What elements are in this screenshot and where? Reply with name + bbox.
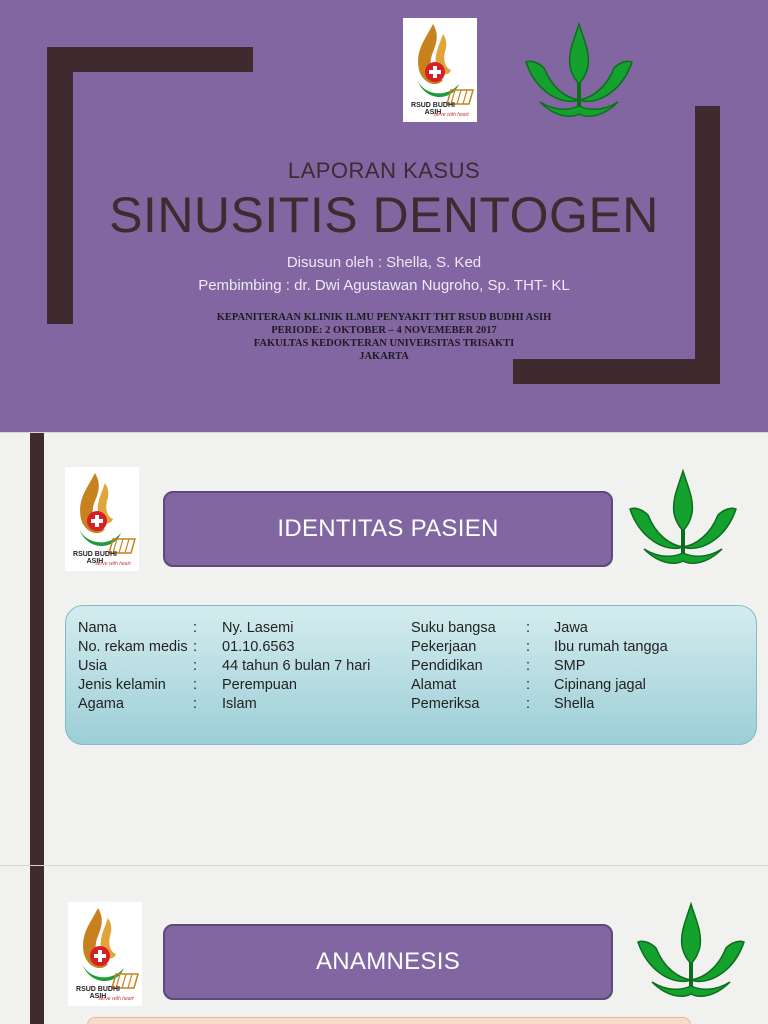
hospital-logo <box>403 18 477 122</box>
section-heading-box <box>163 491 613 567</box>
hospital-logo <box>65 467 139 571</box>
field-separator: : <box>193 658 198 674</box>
field-separator: : <box>526 677 531 693</box>
supervisor-line: Pembimbing : dr. Dwi Agustawan Nugroho, Sp. THT- KL <box>198 277 570 294</box>
field-separator: : <box>193 677 198 693</box>
left-accent-bar <box>30 433 44 865</box>
field-label: Alamat <box>411 677 457 693</box>
field-separator: : <box>526 696 531 712</box>
field-label: Agama <box>78 696 124 712</box>
field-label: No. rekam medis <box>78 639 188 655</box>
field-separator: : <box>526 658 531 674</box>
anamnesis-content-panel <box>87 1017 691 1024</box>
field-value: Jawa <box>554 620 588 636</box>
field-label: Usia <box>78 658 108 674</box>
hospital-logo-tagline: serve with heart <box>95 561 131 567</box>
hospital-logo-name: RSUD BUDHI ASIH <box>411 102 455 116</box>
field-value: Ibu rumah tangga <box>554 639 668 655</box>
field-value: Perempuan <box>222 677 297 693</box>
hospital-logo-name: RSUD BUDHI ASIH <box>73 551 117 565</box>
field-separator: : <box>193 620 198 636</box>
patient-info-panel <box>65 605 757 745</box>
field-label: Pemeriksa <box>411 696 480 712</box>
author-line: Disusun oleh : Shella, S. Ked <box>286 254 482 271</box>
field-value: SMP <box>554 658 586 674</box>
patient-identity-slide <box>0 433 768 865</box>
field-value: 44 tahun 6 bulan 7 hari <box>222 658 371 674</box>
field-label: Nama <box>78 620 117 636</box>
section-heading: IDENTITAS PASIEN <box>277 515 499 542</box>
field-value: Shella <box>554 696 595 712</box>
field-separator: : <box>193 639 198 655</box>
field-label: Jenis kelamin <box>78 677 166 693</box>
hospital-logo-tagline: serve with heart <box>98 996 134 1002</box>
institution-line: FAKULTAS KEDOKTERAN UNIVERSITAS TRISAKTI <box>253 338 515 349</box>
hospital-logo-tagline: serve with heart <box>433 112 469 118</box>
hospital-logo-name: RSUD BUDHI ASIH <box>76 986 120 1000</box>
field-label: Pendidikan <box>411 658 483 674</box>
university-emblem-icon <box>522 22 636 122</box>
university-emblem-icon <box>634 902 748 1002</box>
field-label: Pekerjaan <box>411 639 477 655</box>
corner-bracket-top-left <box>47 47 253 72</box>
university-emblem-icon <box>626 469 740 569</box>
section-heading-box <box>163 924 613 1000</box>
left-accent-bar <box>30 866 44 1024</box>
slide-divider <box>0 432 768 433</box>
report-title: SINUSITIS DENTOGEN <box>109 187 659 243</box>
field-value: Cipinang jagal <box>554 677 646 693</box>
section-heading: ANAMNESIS <box>315 948 461 975</box>
institution-line: PERIODE: 2 OKTOBER – 4 NOVEMEBER 2017 <box>271 325 497 336</box>
field-value: 01.10.6563 <box>222 639 295 655</box>
field-label: Suku bangsa <box>411 620 496 636</box>
field-separator: : <box>526 639 531 655</box>
institution-line: KEPANITERAAN KLINIK ILMU PENYAKIT THT RSUD BUDHI ASIH <box>216 312 552 323</box>
field-separator: : <box>526 620 531 636</box>
field-separator: : <box>193 696 198 712</box>
field-value: Islam <box>222 696 257 712</box>
institution-line: JAKARTA <box>359 351 409 362</box>
anamnesis-slide <box>0 866 768 1024</box>
hospital-logo <box>68 902 142 1006</box>
report-type-kicker: LAPORAN KASUS <box>287 158 481 183</box>
field-value: Ny. Lasemi <box>222 620 294 636</box>
title-slide <box>0 0 768 432</box>
